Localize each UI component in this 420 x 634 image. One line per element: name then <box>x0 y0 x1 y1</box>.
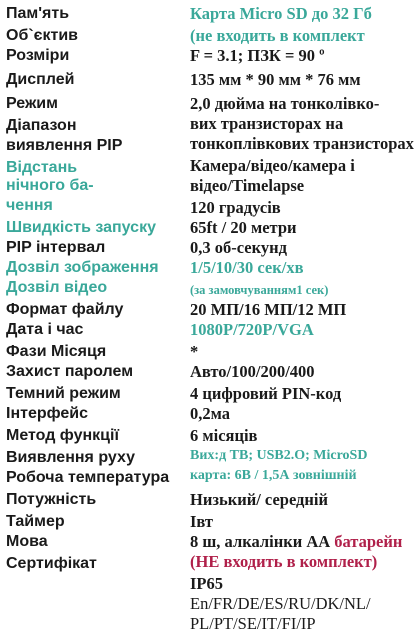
spec-value <box>190 594 418 614</box>
spec-value-text: (не входить в комплект <box>190 26 365 45</box>
spec-label: Дозвіл зображення <box>6 259 159 276</box>
spec-value-text: Івт <box>190 512 214 531</box>
spec-label: Сертифікат <box>6 555 97 572</box>
spec-label: Дата і час <box>6 321 84 338</box>
spec-label: Фази Місяця <box>6 343 107 360</box>
spec-label: Пам'ять <box>6 5 70 22</box>
spec-value-text: IP65 <box>190 574 223 593</box>
spec-value-text: 2,0 дюйма на тонколівко- <box>190 94 380 113</box>
spec-label: PIP інтервал <box>6 239 106 256</box>
spec-value-text: 65ft / 20 метри <box>190 218 297 237</box>
spec-value-text: (НЕ входить в комплект) <box>190 552 378 571</box>
spec-label: Об`єктив <box>6 27 79 44</box>
spec-value <box>190 342 418 362</box>
spec-value <box>190 134 418 154</box>
spec-value <box>190 426 418 446</box>
spec-value <box>190 490 418 510</box>
spec-value-text: Вих:д ТВ; USB2.O; MicroSD <box>190 448 368 463</box>
spec-label: Розміри <box>6 47 70 64</box>
spec-label: виявлення PIP <box>6 137 123 154</box>
spec-value-text: 8 ш, алкалінки АА <box>190 532 331 551</box>
spec-value <box>190 446 418 466</box>
spec-value <box>190 614 418 634</box>
spec-value <box>190 532 418 552</box>
spec-value <box>190 156 418 176</box>
spec-value <box>190 94 418 114</box>
spec-value-text: 0,3 об-секунд <box>190 238 287 257</box>
spec-label: Дисплей <box>6 71 75 88</box>
spec-value-text: Карта Micro SD до 32 Гб <box>190 4 372 23</box>
spec-value <box>190 198 418 218</box>
spec-label: Потужність <box>6 491 97 508</box>
spec-label: Виявлення руху <box>6 449 135 466</box>
spec-value-text: Камера/відео/камера і <box>190 156 355 175</box>
spec-value-extra: батарейн <box>334 532 403 551</box>
spec-value <box>190 362 418 382</box>
spec-value <box>190 404 418 424</box>
spec-value <box>190 238 418 258</box>
spec-value-text: відео/Timelapse <box>190 176 305 195</box>
spec-value-text: En/FR/DE/ES/RU/DK/NL/ <box>190 594 371 613</box>
spec-value-text: Низький/ середній <box>190 490 329 509</box>
spec-value <box>190 70 418 90</box>
spec-label: Темний режим <box>6 385 121 402</box>
spec-value-text: тонкоплівкових транзисторах <box>190 134 414 153</box>
spec-value <box>190 114 418 134</box>
spec-value-text: 4 цифровий PIN-код <box>190 384 342 403</box>
spec-value <box>190 574 418 594</box>
spec-label: Захист паролем <box>6 363 134 380</box>
spec-value <box>190 46 418 66</box>
spec-label: Дозвіл відео <box>6 279 108 296</box>
spec-label: Інтерфейс <box>6 405 89 422</box>
spec-label: Діапазон <box>6 117 77 134</box>
spec-label: Таймер <box>6 513 65 530</box>
spec-label: Швидкість запуску <box>6 219 156 236</box>
spec-value-text: 20 МП/16 МП/12 МП <box>190 300 347 319</box>
spec-value <box>190 218 418 238</box>
spec-label: Формат файлу <box>6 301 124 318</box>
spec-value-text: (за замовчуванням1 сек) <box>190 283 329 297</box>
spec-value-text: Авто/100/200/400 <box>190 362 315 381</box>
spec-value <box>190 552 418 572</box>
spec-value <box>190 280 418 300</box>
spec-label: чення <box>6 197 53 214</box>
spec-value-text: 120 градусів <box>190 198 281 217</box>
spec-value-text: * <box>190 342 199 361</box>
spec-label: нічного ба- <box>6 177 94 194</box>
spec-label: Відстань <box>6 159 78 176</box>
spec-value <box>190 300 418 320</box>
spec-value <box>190 512 418 532</box>
spec-value-text: карта: 6В / 1,5А зовнішній <box>190 468 357 483</box>
spec-value <box>190 384 418 404</box>
spec-value <box>190 320 418 340</box>
spec-label: Мова <box>6 533 48 550</box>
spec-value-text: 6 місяців <box>190 426 258 445</box>
spec-label: Режим <box>6 95 58 112</box>
spec-label: Метод функції <box>6 427 119 444</box>
spec-value <box>190 176 418 196</box>
spec-value <box>190 258 418 278</box>
spec-value-text: 0,2ма <box>190 404 231 423</box>
spec-value <box>190 26 418 46</box>
spec-value-text: 135 мм * 90 мм * 76 мм <box>190 70 361 89</box>
spec-label: Робоча температура <box>6 469 170 486</box>
spec-value-text: 1/5/10/30 сек/хв <box>190 258 304 277</box>
spec-value-text: вих транзисторах на <box>190 114 344 133</box>
spec-value-text: 1080P/720P/VGA <box>190 320 314 339</box>
spec-value-text: F = 3.1; ПЗК = 90 º <box>190 46 325 65</box>
spec-value <box>190 466 418 486</box>
spec-value <box>190 4 418 24</box>
spec-value-text: PL/PT/SE/IT/FI/IP <box>190 614 316 633</box>
